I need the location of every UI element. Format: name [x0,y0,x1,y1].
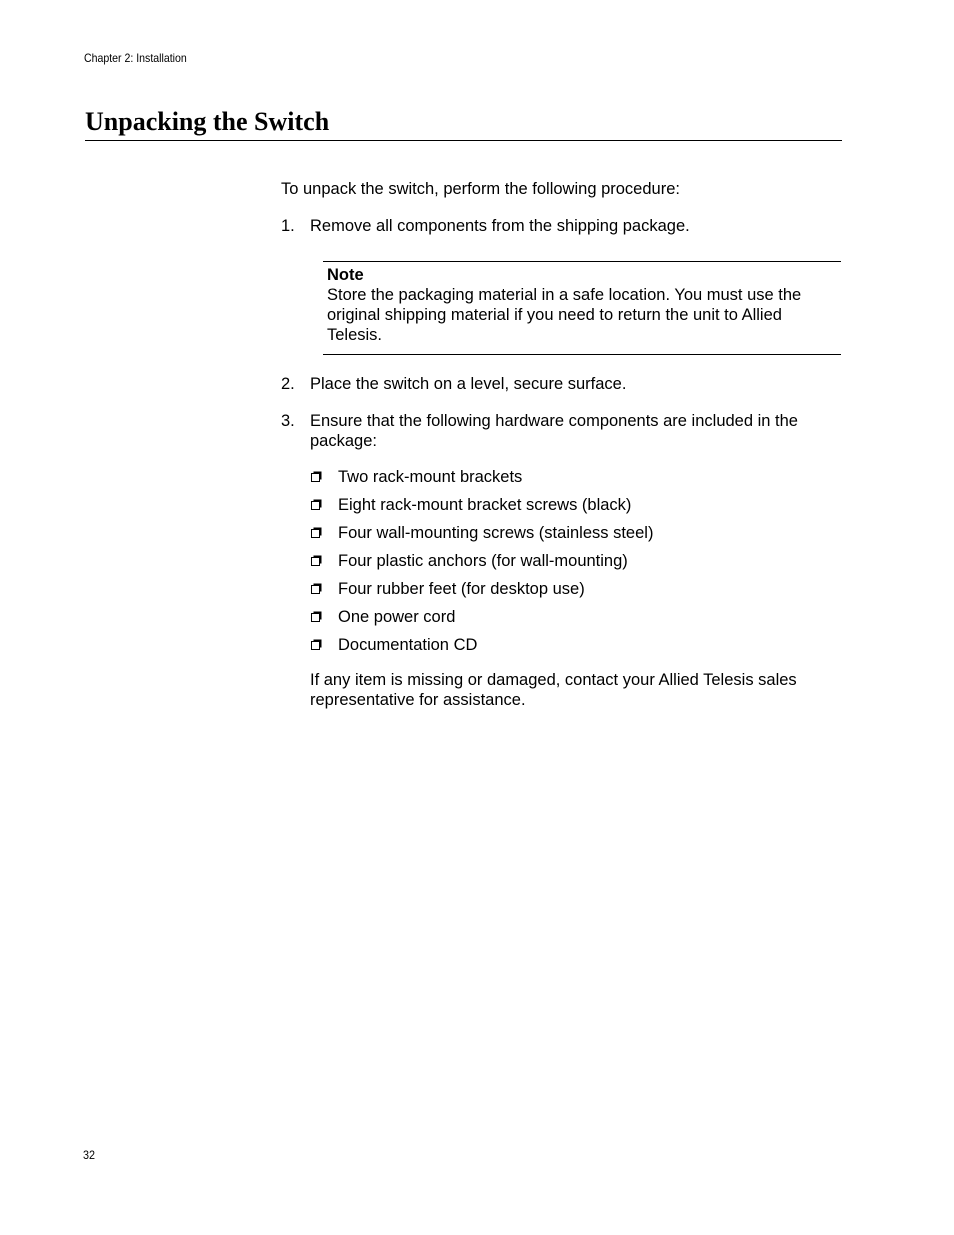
main-content [281,179,841,710]
checklist-item [310,523,841,551]
section-title: Unpacking the Switch [85,107,330,136]
intro-paragraph: To unpack the switch, perform the following procedure: [281,180,680,198]
note-title: Note [327,266,364,284]
checklist-item-label: One power cord [338,608,456,626]
running-header: Chapter 2: Installation [84,51,187,65]
checklist-item [310,579,841,607]
page-number: 32 [83,1148,96,1162]
checklist-item-label: Four rubber feet (for desktop use) [338,580,585,598]
checkbox-icon [311,613,320,622]
step-1 [281,216,841,236]
checklist-item [310,495,841,523]
checklist-item [310,607,841,635]
step-text: Remove all components from the shipping package. [310,217,690,235]
closing-paragraph: If any item is missing or damaged, contact your Allied Telesis sales representative for assistance. [310,671,797,709]
step-2 [281,374,841,394]
step-number: 2. [281,375,295,393]
step-3 [281,411,841,451]
checklist-item [310,635,841,663]
component-checklist [310,467,841,663]
checkbox-icon [311,585,320,594]
checkbox-icon [311,641,320,650]
checkbox-icon [311,473,320,482]
step-number: 1. [281,217,295,235]
checklist-item [310,551,841,579]
step-text: Place the switch on a level, secure surface. [310,375,627,393]
note-box [323,261,841,355]
checklist-item-label: Documentation CD [338,636,478,654]
checklist-item-label: Eight rack-mount bracket screws (black) [338,496,632,514]
checklist-item [310,467,841,495]
step-text: Ensure that the following hardware components are included in the package: [310,412,798,450]
step-number: 3. [281,412,295,430]
checkbox-icon [311,501,320,510]
checkbox-icon [311,557,320,566]
checklist-item-label: Four plastic anchors (for wall-mounting) [338,552,628,570]
note-text: Store the packaging material in a safe location. You must use the original shipping material if you need to return the unit to Allied Telesis. [327,286,802,344]
title-divider [85,140,842,141]
checkbox-icon [311,529,320,538]
checklist-item-label: Four wall-mounting screws (stainless steel) [338,524,654,542]
checklist-item-label: Two rack-mount brackets [338,468,523,486]
